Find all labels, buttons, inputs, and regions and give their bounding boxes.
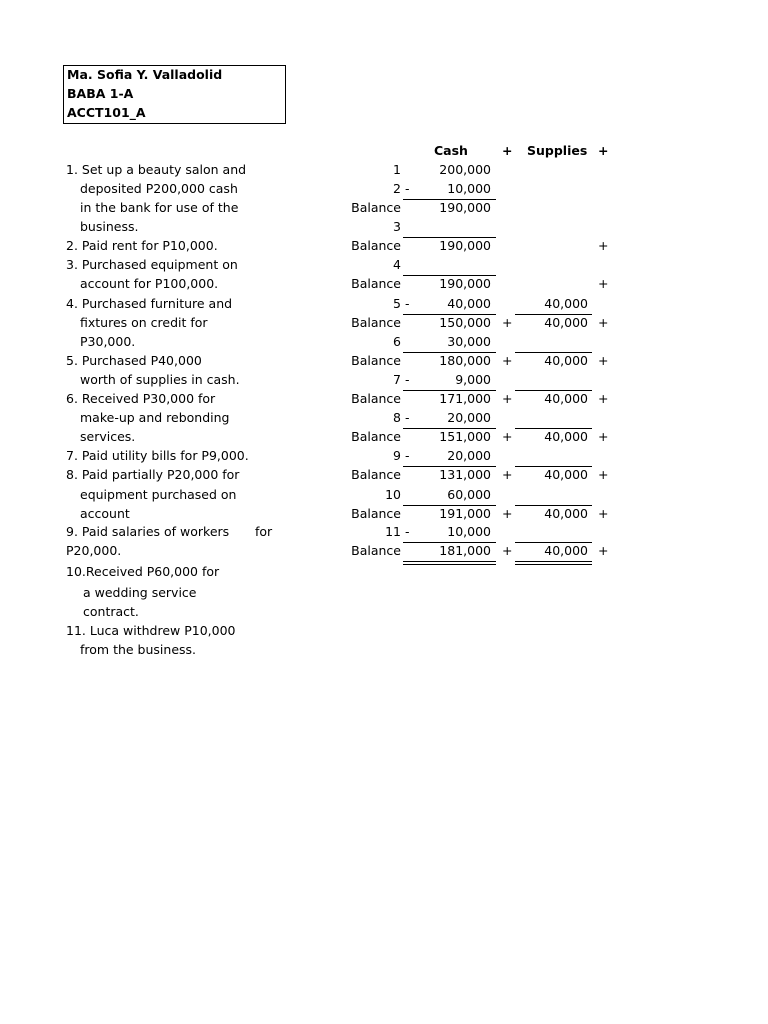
cash-value: 180,000: [439, 353, 491, 368]
transaction-line: deposited P200,000 cash: [80, 181, 238, 196]
cash-value: 10,000: [447, 524, 491, 539]
transaction-line: 11. Luca withdrew P10,000: [66, 623, 236, 638]
transaction-line: 10.Received P60,000 for: [66, 564, 220, 579]
plus-sign: +: [502, 353, 513, 368]
supplies-column-header: Supplies: [527, 143, 588, 158]
plus-sign: +: [598, 429, 609, 444]
cash-value: 60,000: [447, 487, 491, 502]
supplies-underline: [515, 505, 592, 506]
cash-underline: [403, 237, 496, 238]
row-label: 11: [385, 524, 401, 539]
row-label: Balance: [351, 200, 401, 215]
transaction-line: 3. Purchased equipment on: [66, 257, 238, 272]
student-name: Ma. Sofia Y. Valladolid: [67, 67, 223, 82]
transaction-line: account: [80, 506, 130, 521]
row-label: Balance: [351, 506, 401, 521]
transaction-line: from the business.: [80, 642, 197, 657]
transaction-line: services.: [80, 429, 136, 444]
transaction-line: 9. Paid salaries of workers: [66, 524, 230, 539]
plus-sign: +: [598, 353, 609, 368]
row-label: 10: [385, 487, 401, 502]
cash-underline: [403, 199, 496, 200]
row-label: 9: [393, 448, 401, 463]
minus-sign: -: [405, 296, 410, 311]
transaction-line: in the bank for use of the: [80, 200, 239, 215]
cash-value: 171,000: [439, 391, 491, 406]
plus-sign: +: [598, 543, 609, 558]
minus-sign: -: [405, 524, 410, 539]
plus-sign-header: +: [598, 143, 609, 158]
cash-underline: [403, 466, 496, 467]
plus-sign: +: [598, 315, 609, 330]
minus-sign: -: [405, 181, 410, 196]
supplies-value: 40,000: [544, 543, 588, 558]
minus-sign: -: [405, 410, 410, 425]
row-label: Balance: [351, 238, 401, 253]
plus-sign: +: [598, 391, 609, 406]
cash-double-underline: [403, 561, 496, 565]
plus-sign: +: [598, 276, 609, 291]
cash-value: 131,000: [439, 467, 491, 482]
cash-value: 9,000: [455, 372, 491, 387]
cash-underline: [403, 352, 496, 353]
supplies-underline: [515, 314, 592, 315]
course-code: ACCT101_A: [67, 105, 146, 120]
plus-sign: +: [502, 315, 513, 330]
supplies-underline: [515, 428, 592, 429]
supplies-double-underline: [515, 561, 592, 565]
transaction-line: equipment purchased on: [80, 487, 237, 502]
cash-value: 191,000: [439, 506, 491, 521]
supplies-value: 40,000: [544, 353, 588, 368]
row-label: Balance: [351, 276, 401, 291]
transaction-line: 4. Purchased furniture and: [66, 296, 233, 311]
transaction-line: P20,000.: [66, 543, 122, 558]
plus-sign: +: [598, 467, 609, 482]
cash-value: 40,000: [447, 296, 491, 311]
supplies-value: 40,000: [544, 506, 588, 521]
row-label: 4: [393, 257, 401, 272]
row-label: 1: [393, 162, 401, 177]
transaction-line: business.: [80, 219, 139, 234]
row-label: Balance: [351, 353, 401, 368]
transaction-line: make-up and rebonding: [80, 410, 230, 425]
cash-value: 20,000: [447, 410, 491, 425]
supplies-underline: [515, 352, 592, 353]
transaction-line: 7. Paid utility bills for P9,000.: [66, 448, 249, 463]
row-label: 7: [393, 372, 401, 387]
cash-underline: [403, 275, 496, 276]
row-label: 3: [393, 219, 401, 234]
transaction-line: 8. Paid partially P20,000 for: [66, 467, 240, 482]
supplies-value: 40,000: [544, 315, 588, 330]
row-label: 6: [393, 334, 401, 349]
supplies-underline: [515, 542, 592, 543]
student-section: BABA 1-A: [67, 86, 134, 101]
plus-sign-header: +: [502, 143, 513, 158]
transaction-line: 5. Purchased P40,000: [66, 353, 202, 368]
supplies-value: 40,000: [544, 467, 588, 482]
cash-underline: [403, 505, 496, 506]
cash-underline: [403, 428, 496, 429]
plus-sign: +: [502, 391, 513, 406]
transaction-line: a wedding service: [83, 585, 197, 600]
transaction-line: contract.: [83, 604, 139, 619]
row-label: 2: [393, 181, 401, 196]
plus-sign: +: [598, 238, 609, 253]
cash-value: 151,000: [439, 429, 491, 444]
supplies-value: 40,000: [544, 429, 588, 444]
supplies-value: 40,000: [544, 391, 588, 406]
cash-value: 190,000: [439, 238, 491, 253]
supplies-underline: [515, 466, 592, 467]
cash-underline: [403, 390, 496, 391]
row-label: Balance: [351, 391, 401, 406]
transaction-line: 6. Received P30,000 for: [66, 391, 216, 406]
cash-value: 200,000: [439, 162, 491, 177]
transaction-line: 2. Paid rent for P10,000.: [66, 238, 218, 253]
minus-sign: -: [405, 448, 410, 463]
minus-sign: -: [405, 372, 410, 387]
transaction-line: worth of supplies in cash.: [80, 372, 240, 387]
row-label: Balance: [351, 543, 401, 558]
transaction-line: P30,000.: [80, 334, 136, 349]
row-label: Balance: [351, 467, 401, 482]
supplies-value: 40,000: [544, 296, 588, 311]
cash-value: 181,000: [439, 543, 491, 558]
cash-value: 190,000: [439, 276, 491, 291]
plus-sign: +: [502, 467, 513, 482]
transaction-line: 1. Set up a beauty salon and: [66, 162, 247, 177]
cash-column-header: Cash: [434, 143, 468, 158]
row-label: Balance: [351, 315, 401, 330]
cash-value: 20,000: [447, 448, 491, 463]
plus-sign: +: [598, 506, 609, 521]
cash-value: 190,000: [439, 200, 491, 215]
row-label: 5: [393, 296, 401, 311]
cash-underline: [403, 542, 496, 543]
row-label: 8: [393, 410, 401, 425]
cash-value: 150,000: [439, 315, 491, 330]
plus-sign: +: [502, 506, 513, 521]
transaction-line: fixtures on credit for: [80, 315, 208, 330]
cash-underline: [403, 314, 496, 315]
cash-value: 30,000: [447, 334, 491, 349]
row-label: Balance: [351, 429, 401, 444]
transaction-line: for: [255, 524, 273, 539]
plus-sign: +: [502, 429, 513, 444]
plus-sign: +: [502, 543, 513, 558]
cash-value: 10,000: [447, 181, 491, 196]
transaction-line: account for P100,000.: [80, 276, 219, 291]
supplies-underline: [515, 390, 592, 391]
